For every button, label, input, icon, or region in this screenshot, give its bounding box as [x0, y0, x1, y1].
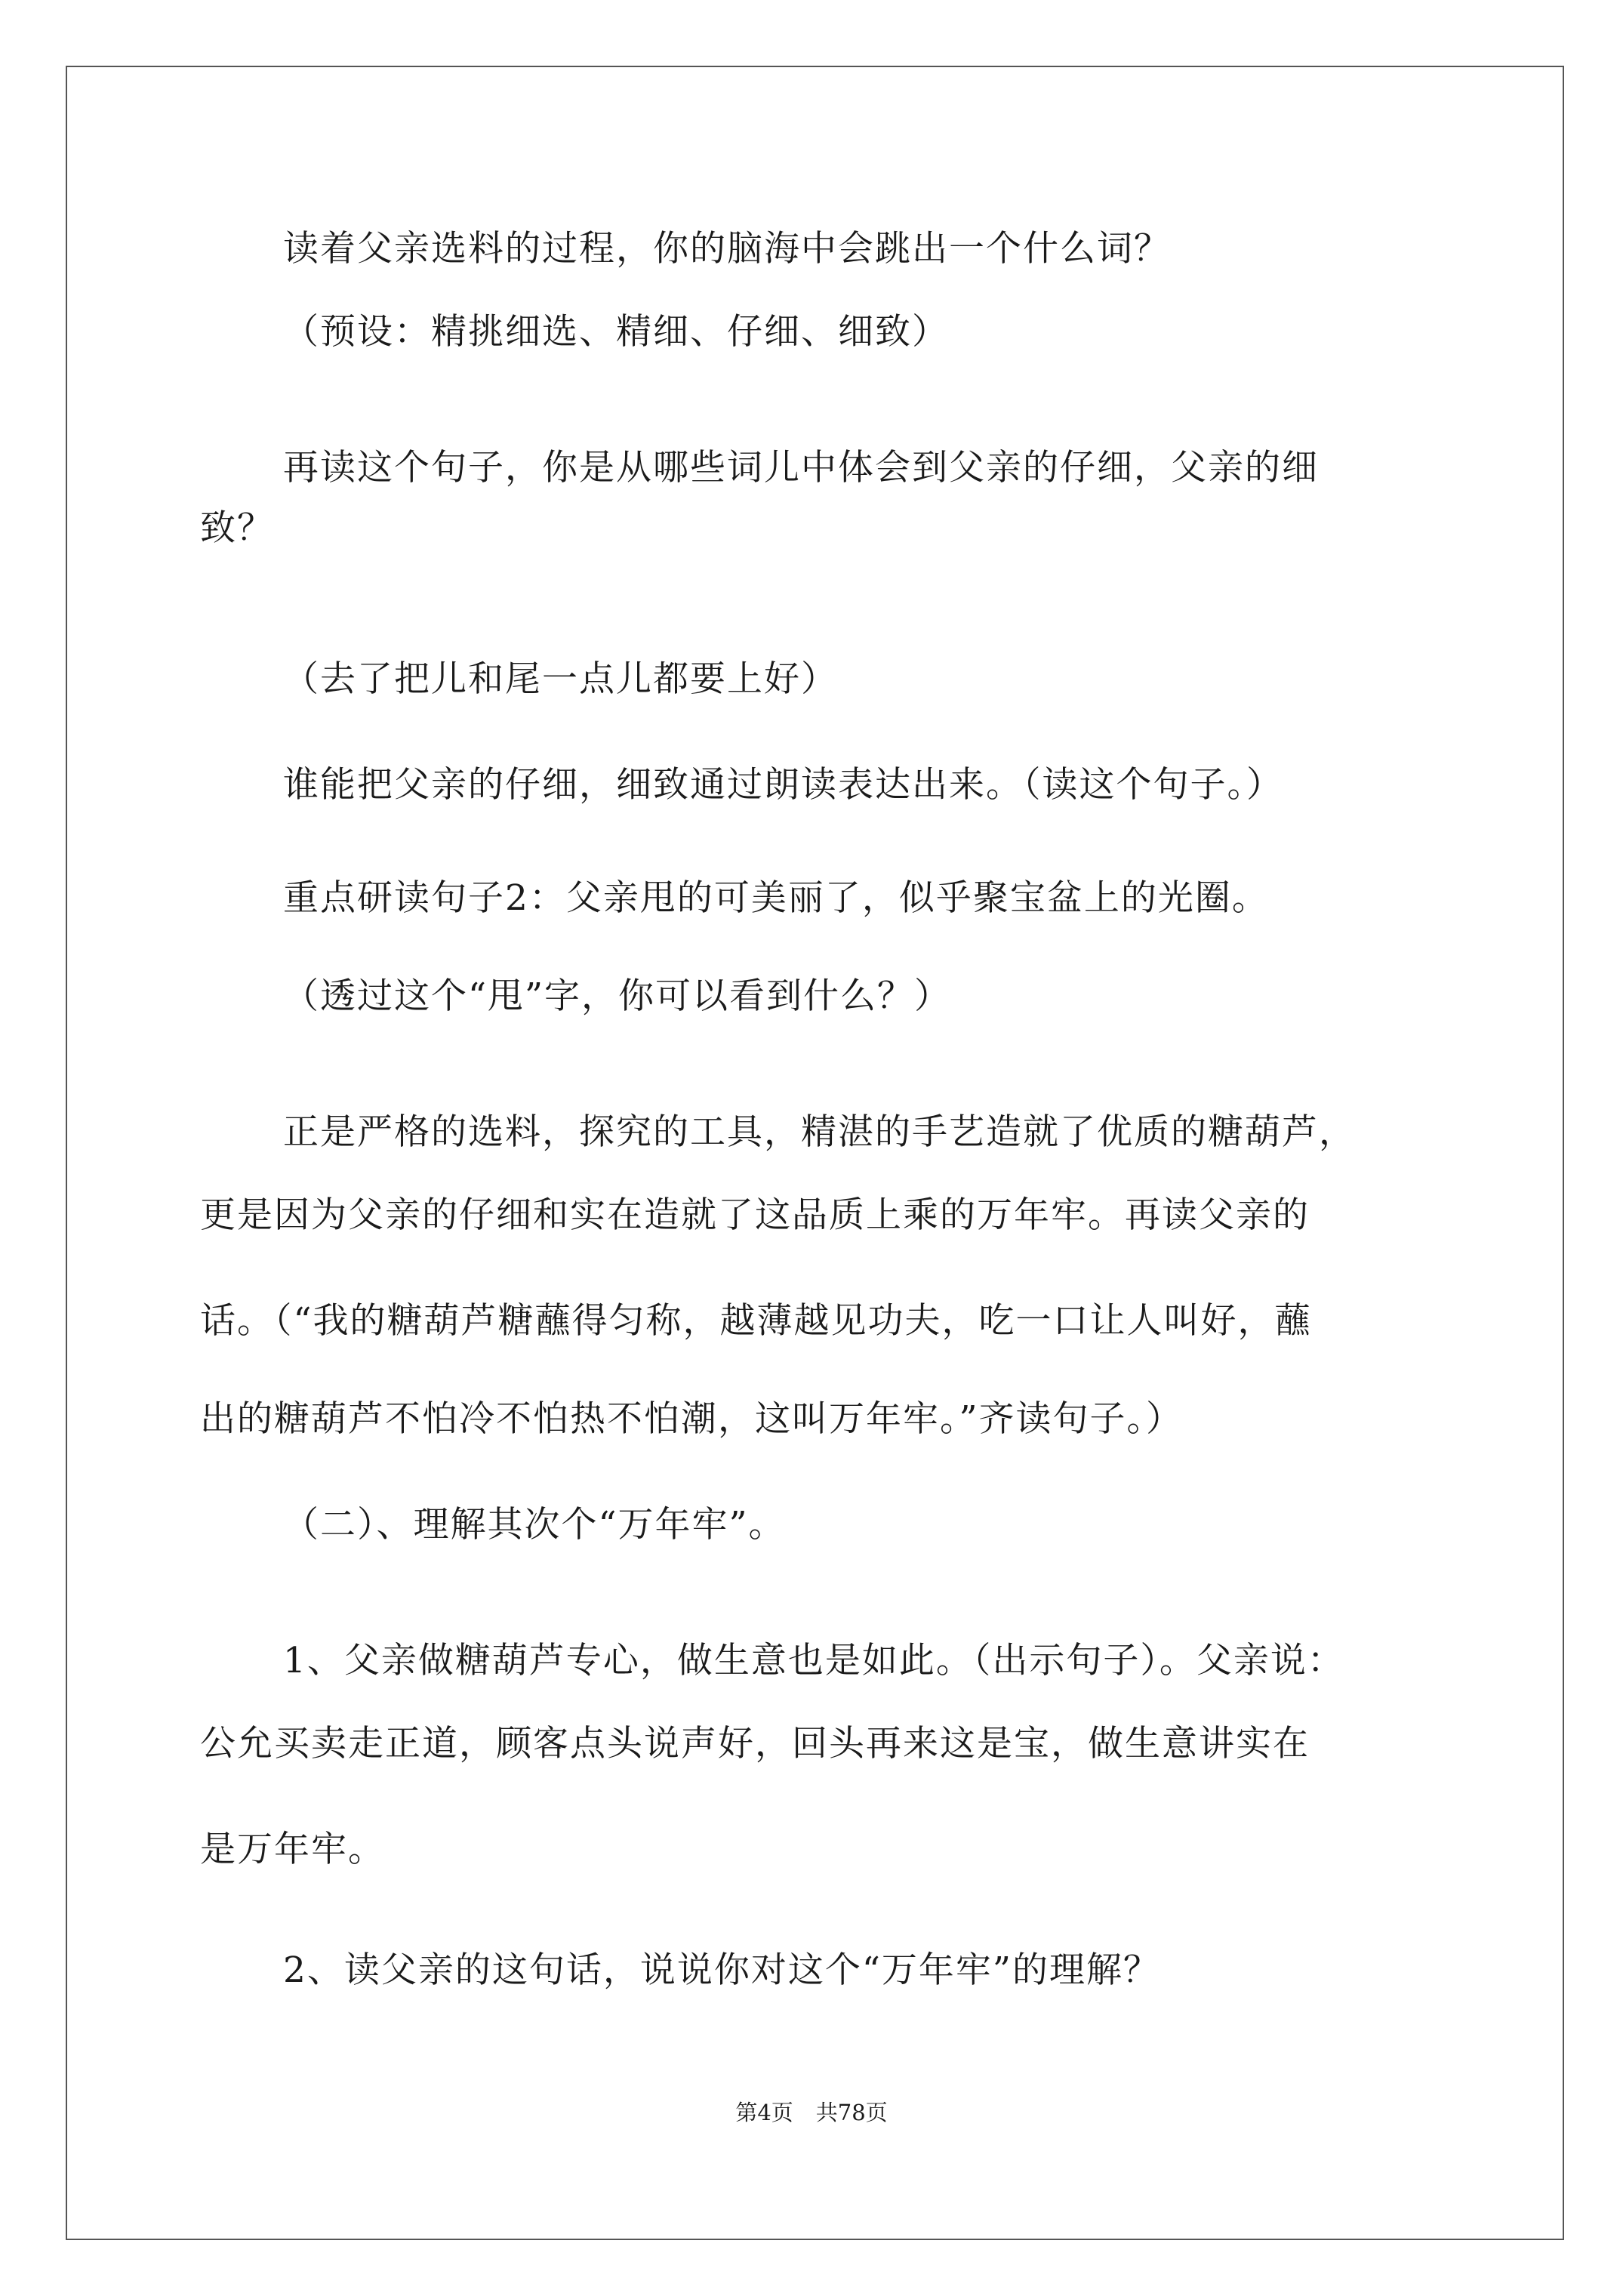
page-footer [0, 2096, 1623, 2127]
paragraph-line: 致？ [200, 507, 274, 549]
paragraph-line: 更是因为父亲的仔细和实在造就了这品质上乘的万年牢。再读父亲的 [200, 1194, 1310, 1236]
paragraph-line: 1、父亲做糖葫芦专心，做生意也是如此。（出示句子）。父亲说： [283, 1640, 1344, 1681]
paragraph-line: 2、读父亲的这句话，说说你对这个“万年牢”的理解？ [283, 1949, 1160, 1991]
paragraph-line: 正是严格的选料，探究的工具，精湛的手艺造就了优质的糖葫芦， [283, 1111, 1356, 1153]
paragraph-line: （透过这个“甩”字，你可以看到什么？） [283, 975, 952, 1017]
paragraph-line: 公允买卖走正道，顾客点头说声好，回头再来这是宝，做生意讲实在 [200, 1723, 1310, 1764]
paragraph-line: 出的糖葫芦不怕冷不怕热不怕潮，这叫万年牢。”齐读句子。） [200, 1398, 1184, 1440]
paragraph-line: （二）、理解其次个“万年牢”。 [283, 1504, 786, 1546]
paragraph-line: （去了把儿和尾一点儿都要上好） [283, 658, 838, 700]
page-number: 第4页 [735, 2100, 793, 2125]
paragraph-line: 重点研读句子2：父亲甩的可美丽了，似乎聚宝盆上的光圈。 [283, 877, 1269, 919]
paragraph-line: 是万年牢。 [200, 1829, 385, 1870]
paragraph-line: 谁能把父亲的仔细，细致通过朗读表达出来。（读这个句子。） [283, 764, 1283, 806]
paragraph-line: 话。（“我的糖葫芦糖蘸得匀称，越薄越见功夫，吃一口让人叫好，蘸 [200, 1300, 1312, 1342]
paragraph-line: 读着父亲选料的过程，你的脑海中会跳出一个什么词？ [283, 228, 1171, 270]
paragraph-line: （预设：精挑细选、精细、仔细、细致） [283, 311, 949, 353]
total-pages: 共78页 [815, 2100, 888, 2125]
paragraph-line: 再读这个句子，你是从哪些词儿中体会到父亲的仔细，父亲的细 [283, 447, 1319, 488]
